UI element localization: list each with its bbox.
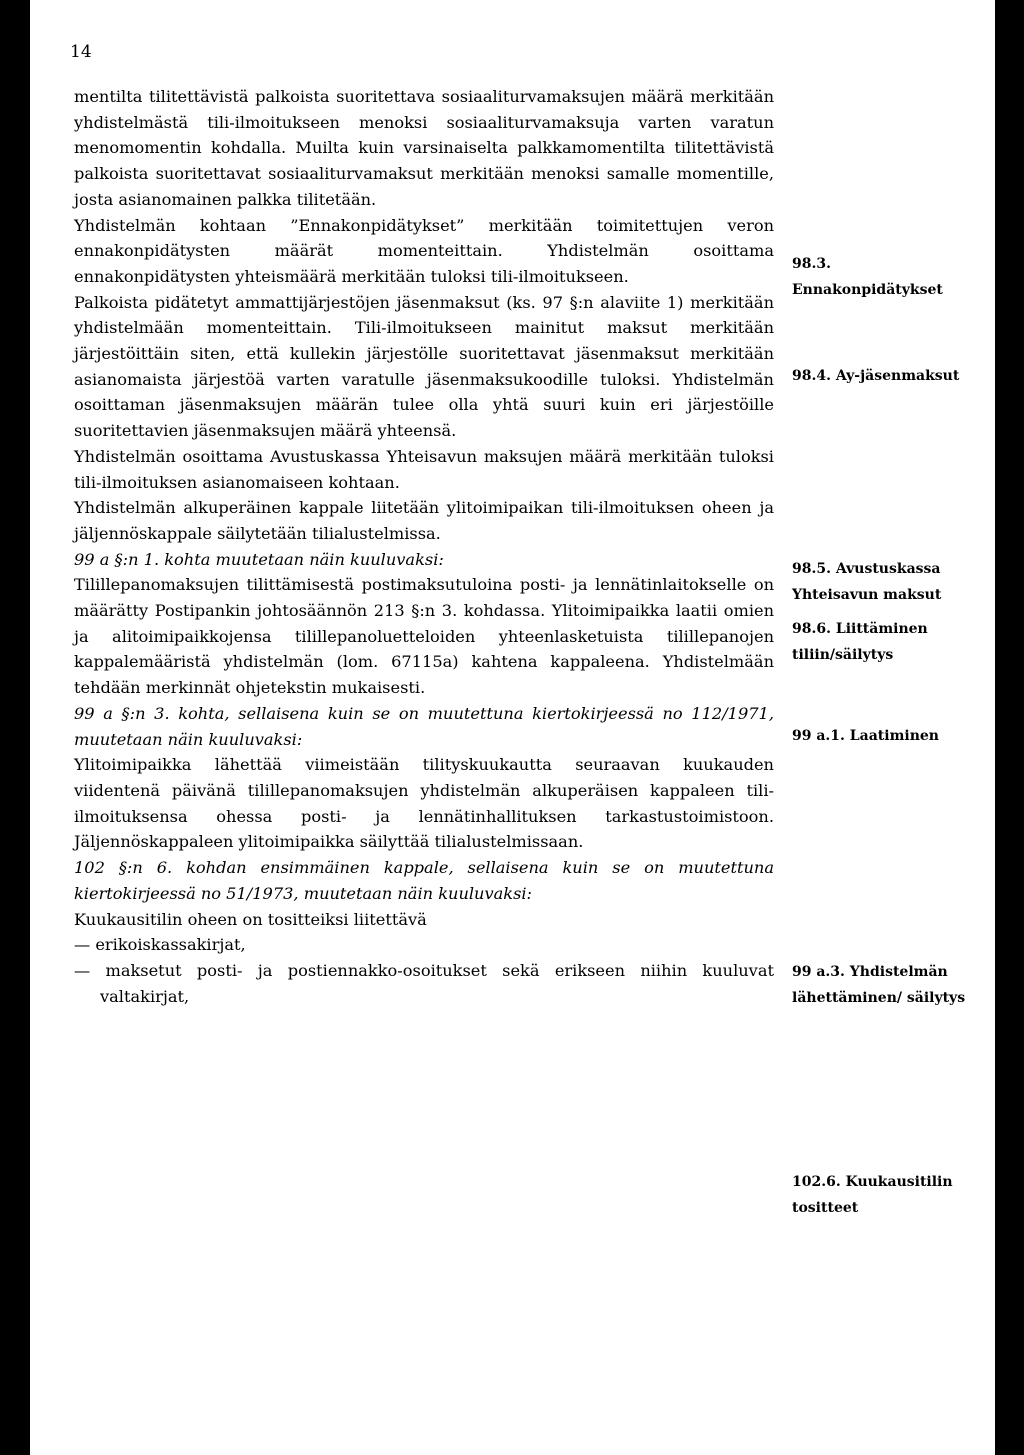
margin-note-102-6: 102.6. Kuukausitilin tositteet xyxy=(792,1174,953,1216)
list-item: — maksetut posti- ja postiennakko-osoitukset sekä erikseen niihin kuuluvat valtakirjat, xyxy=(74,960,774,1006)
margin-note-98-6: 98.6. Liittäminen tiliin/säilytys xyxy=(792,621,928,663)
list-item: — erikoiskassakirjat, xyxy=(74,935,246,955)
margin-note-99a-3: 99 a.3. Yhdistelmän lähettäminen/ säilytys xyxy=(792,964,966,1006)
paragraph-deposit-fees: Tilillepanomaksujen tilittämisestä postimaksutuloina posti- ja lennätinlaitokselle on määrätty Postipankin johtosäännön 213 §:n 3. kohdassa. Ylitoimipaikka laatii omien ja alitoimipaikkojensa tilillepanoluetteloiden yhteenlasketuista tilillepanojen kappalemääristä yhdistelmän (lom. 67115a) kahtena kappaleena. Yhdistelmään tehdään merkinnät ohjetekstin mukaisesti. xyxy=(74,575,774,698)
paragraph-attachment: Yhdistelmän alkuperäinen kappale liitetään ylitoimipaikan tili-ilmoituksen oheen ja jäljennöskappale säilytetään tilialustelmissa. xyxy=(74,498,774,543)
paragraph-sending: Ylitoimipaikka lähettää viimeistään tilityskuukautta seuraavan kuukauden viidentenä päivänä tilillepanomaksujen yhdistelmän alkuperäisen kappaleen tili-ilmoituksensa ohessa posti- ja lennätinhallituksen tarkastustoimistoon. Jäljennöskappaleen ylitoimipaikka säilyttää tilialustelmissaan. xyxy=(74,755,774,852)
page-number: 14 xyxy=(70,42,92,62)
margin-note-98-3: 98.3. Ennakonpidätykset xyxy=(792,256,943,298)
main-text xyxy=(74,84,774,1009)
paragraph-social-security: mentilta tilitettävistä palkoista suoritettava sosiaaliturvamaksujen määrä merkitään yhdistelmästä tili-ilmoitukseen menoksi sosiaaliturvamaksuja varten varatun menomomentin kohdalla. Muilta kuin varsinaiselta palkkamomentilta tilitettävistä palkoista suoritettavat sosiaaliturvamaksut merkitään menoksi samalle momentille, josta asianomainen palkka tilitetään. xyxy=(74,87,774,209)
heading-99a-3: 99 a §:n 3. kohta, sellaisena kuin se on muutettuna kiertokirjeessä no 112/1971, muutetaan näin kuuluvaksi: xyxy=(74,703,774,749)
paragraph-vouchers: Kuukausitilin oheen on tositteiksi liitettävä xyxy=(74,909,427,929)
heading-102-6: 102 §:n 6. kohdan ensimmäinen kappale, sellaisena kuin se on muutettuna kiertokirjeessä no 51/1973, muutetaan näin kuuluvaksi: xyxy=(74,858,774,903)
voucher-list xyxy=(74,932,774,1009)
margin-note-98-5: 98.5. Avustuskassa Yhteisavun maksut xyxy=(792,561,942,603)
paragraph-withholding: Yhdistelmän kohtaan ”Ennakonpidätykset” merkitään toimitettujen veron ennakonpidätysten määrät momenteittain. Yhdistelmän osoittama ennakonpidätysten yhteismäärä merkitään tuloksi tili-ilmoitukseen. xyxy=(74,215,774,286)
heading-99a-1: 99 a §:n 1. kohta muutetaan näin kuuluvaksi: xyxy=(74,549,444,569)
paragraph-relief-fund: Yhdistelmän osoittama Avustuskassa Yhteisavun maksujen määrä merkitään tuloksi tili-ilmoituksen asianomaiseen kohtaan. xyxy=(74,446,774,492)
paragraph-union-fees: Palkoista pidätetyt ammattijärjestöjen jäsenmaksut (ks. 97 §:n alaviite 1) merkitään yhdistelmään momenteittain. Tili-ilmoitukseen mainitut maksut merkitään järjestöittäin siten, että kullekin järjestölle suoritettavat jäsenmaksut merkitään asianomaista järjestöä varten varatulle jäsenmaksukoodille tuloksi. Yhdistelmän osoittaman jäsenmaksujen määrän tulee olla yhtä suuri kuin eri järjestöille suoritettavien jäsenmaksujen määrä yhteensä. xyxy=(74,292,774,441)
margin-note-98-4: 98.4. Ay-jäsenmaksut xyxy=(792,368,960,384)
margin-note-99a-1: 99 a.1. Laatiminen xyxy=(792,728,939,744)
document-page xyxy=(30,0,995,1455)
